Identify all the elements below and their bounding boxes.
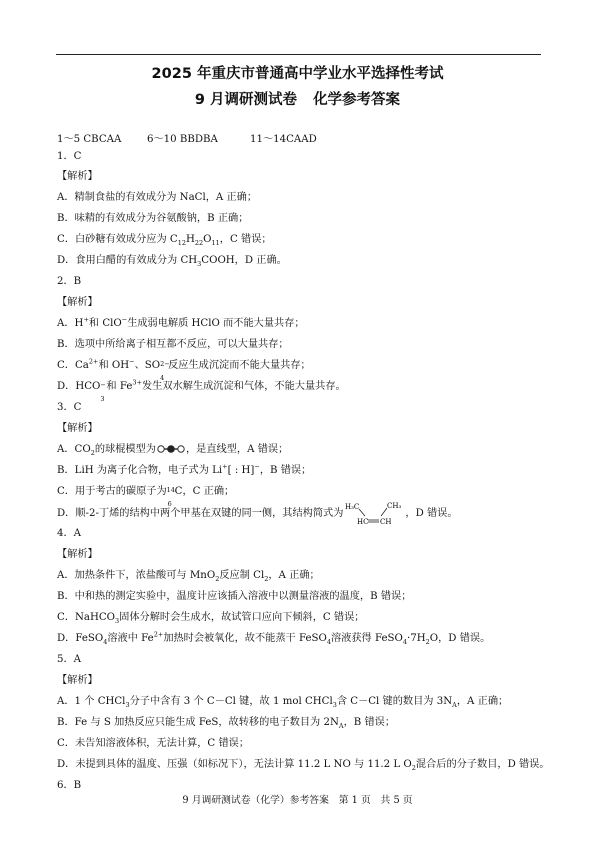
- q2-option-a: A．H+和 ClO−生成弱电解质 HClO 而不能大量共存；: [57, 315, 305, 329]
- q4-option-d: D．FeSO$_4$溶液中 $Fe^{2+}$加热时会被氧化，故不能蒸干 FeSO$_4$溶液获得 $FeSO_4\cdot 7H_2O$，D 错误。: [57, 630, 491, 647]
- analysis-label: 【解析】: [57, 675, 98, 686]
- header-rule: [56, 54, 541, 55]
- q2-option-d: D．HCO − 3 和 $Fe^{3+}$发生双水解生成沉淀和气体，不能大量共存。: [57, 378, 346, 403]
- q3-option-c: C．用于考古的碳原子为 14 6 C，C 正确；: [57, 486, 235, 508]
- answer-key-group-2: 6～10 BBDBA: [147, 134, 218, 145]
- q1-option-b: B．味精的有效成分为谷氨酸钠，B 正确；: [57, 213, 249, 224]
- answer-key-row: [57, 133, 317, 147]
- analysis-label: 【解析】: [57, 549, 98, 560]
- svg-text:HC: HC: [357, 518, 369, 526]
- question-3-answer: 3．C: [57, 402, 82, 413]
- q4-option-a: A．加热条件下，浓盐酸可与 MnO$_2$反应制 $Cl_2$，A 正确；: [57, 570, 320, 584]
- analysis-label: 【解析】: [57, 423, 98, 434]
- co2-ball-stick-model: [156, 444, 186, 454]
- page-footer: 9 月调研测试卷（化学）参考答案 第 1 页 共 5 页: [182, 795, 413, 806]
- document-subtitle: [0, 88, 595, 109]
- q5-option-d: D．未提到具体的温度、压强（如标况下），无法计算 11.2 L NO 与 11.2 L $O_2$混合后的分子数目，D 错误。: [57, 759, 550, 773]
- svg-text:CH₃: CH₃: [387, 502, 402, 510]
- q1-option-d: D．食用白醋的有效成分为 $CH_3COOH$，D 正确。: [57, 255, 287, 269]
- q3-option-b: B．LiH 为离子化合物，电子式为 Li+[ : H]−，B 错误；: [57, 462, 312, 476]
- question-4-answer: 4．A: [57, 528, 82, 539]
- document-title: 2025 年重庆市普通高中学业水平选择性考试: [151, 66, 444, 82]
- q3-option-a: A．$CO_2$的球棍模型为 ，是直线型，A 错误；: [57, 444, 289, 458]
- question-6-answer: 6．B: [57, 780, 82, 791]
- cis-2-butene-structure: [343, 500, 405, 526]
- svg-text:CH: CH: [380, 518, 392, 526]
- q5-option-b: B．Fe 与 S 加热反应只能生成 FeS，故转移的电子数目为 $2N_A$，B 错误；: [57, 717, 396, 731]
- q5-option-c: C．未告知溶液体积，无法计算，C 错误；: [57, 738, 250, 749]
- subtitle-exam-name: 9 月调研测试卷: [194, 92, 298, 108]
- question-1-answer: 1．C: [57, 151, 82, 162]
- svg-text:H₃C: H₃C: [345, 503, 360, 511]
- q5-option-a: A．1 个 CHCl$_3$分子中含有 3 个 C－Cl 键，故 1 mol CHCl$_3$含 C－Cl 键的数目为 $3N_A$，A 正确；: [57, 696, 509, 710]
- question-2-answer: 2．B: [57, 276, 82, 287]
- q2-option-b: B．选项中所给离子相互都不反应，可以大量共存；: [57, 339, 289, 350]
- answer-key-group-3: 11～14CAAD: [250, 134, 317, 145]
- question-5-answer: 5．A: [57, 654, 82, 665]
- q4-option-b: B．中和热的测定实验中，温度计应该插入溶液中以测量溶液的温度，B 错误；: [57, 591, 412, 602]
- answer-key-group-1: 1～5 CBCAA: [57, 134, 122, 145]
- subtitle-subject: 化学参考答案: [313, 92, 401, 108]
- q1-option-a: A．精制食盐的有效成分为 NaCl，A 正确；: [57, 192, 258, 203]
- analysis-label: 【解析】: [57, 297, 98, 308]
- q4-option-c: C．NaHCO$_3$固体分解时会生成水，故试管口应向下倾斜，C 错误；: [57, 612, 365, 626]
- q3-option-d: D．顺-2-丁烯的结构中两个甲基在双键的同一侧，其结构简式为 H₃C CH₃ HC CH ，D 错误。: [57, 502, 458, 526]
- q1-option-c: C．白砂糖有效成分应为 $C_{12}H_{22}O_{11}$，C 错误；: [57, 234, 272, 248]
- q2-option-c: C．$Ca^{2+}$和 OH−、SO 2− 4 反应生成沉淀而不能大量共存；: [57, 357, 311, 382]
- analysis-label: 【解析】: [57, 171, 98, 182]
